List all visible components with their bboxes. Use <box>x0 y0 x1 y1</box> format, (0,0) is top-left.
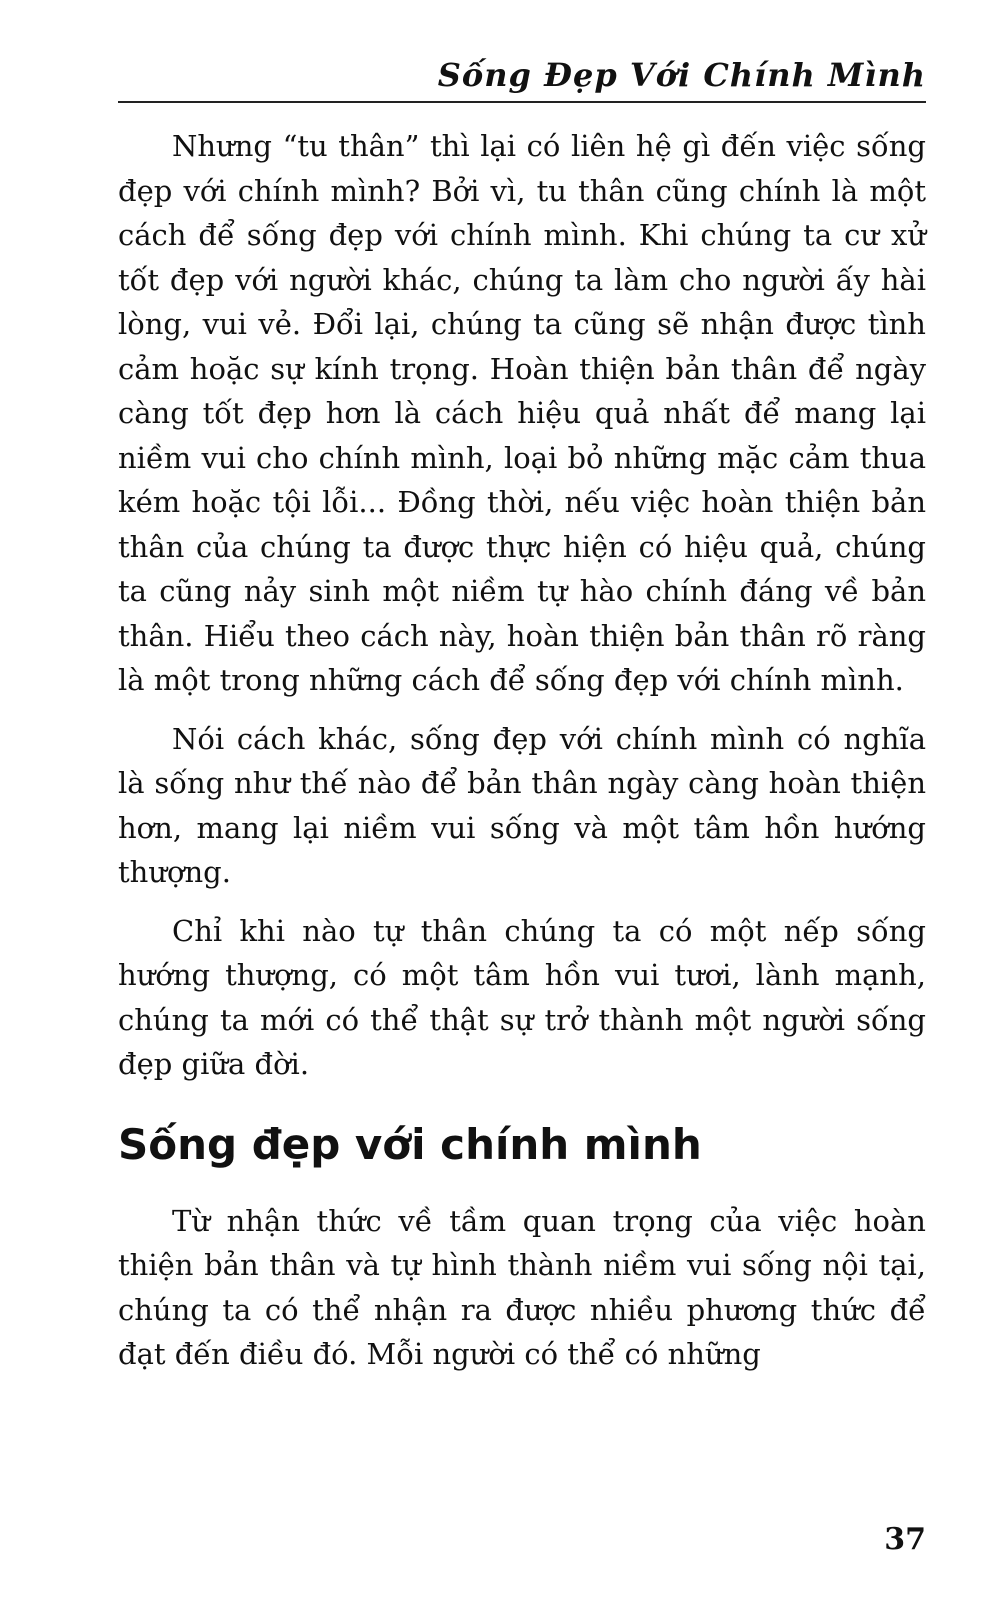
page-number: 37 <box>884 1522 926 1557</box>
header-divider <box>118 101 926 103</box>
body-text <box>118 124 926 1391</box>
paragraph: Từ nhận thức về tầm quan trọng của việc hoàn thiện bản thân và tự hình thành niềm vui sống nội tại, chúng ta có thể nhận ra được nhiều phương thức để đạt đến điều đó. Mỗi người có thể có những <box>118 1203 926 1371</box>
paragraph: Nhưng “tu thân” thì lại có liên hệ gì đến việc sống đẹp với chính mình? Bởi vì, tu thân cũng chính là một cách để sống đẹp với chính mình. Khi chúng ta cư xử tốt đẹp với người khác, chúng ta làm cho người ấy hài lòng, vui vẻ. Đổi lại, chúng ta cũng sẽ nhận được tình cảm hoặc sự kính trọng. Hoàn thiện bản thân để ngày càng tốt đẹp hơn là cách hiệu quả nhất để mang lại niềm vui cho chính mình, loại bỏ những mặc cảm thua kém hoặc tội lỗi... Đồng thời, nếu việc hoàn thiện bản thân của chúng ta được thực hiện có hiệu quả, chúng ta cũng nảy sinh một niềm tự hào chính đáng về bản thân. Hiểu theo cách này, hoàn thiện bản thân rõ ràng là một trong những cách để sống đẹp với chính mình. <box>118 129 926 697</box>
section-heading: Sống đẹp với chính mình <box>118 1119 702 1169</box>
running-header: Sống Đẹp Với Chính Mình <box>437 56 926 94</box>
paragraph: Nói cách khác, sống đẹp với chính mình có nghĩa là sống như thế nào để bản thân ngày càng hoàn thiện hơn, mang lại niềm vui sống và một tâm hồn hướng thượng. <box>118 721 926 889</box>
paragraph: Chỉ khi nào tự thân chúng ta có một nếp sống hướng thượng, có một tâm hồn vui tươi, lành mạnh, chúng ta mới có thể thật sự trở thành một người sống đẹp giữa đời. <box>118 913 926 1081</box>
